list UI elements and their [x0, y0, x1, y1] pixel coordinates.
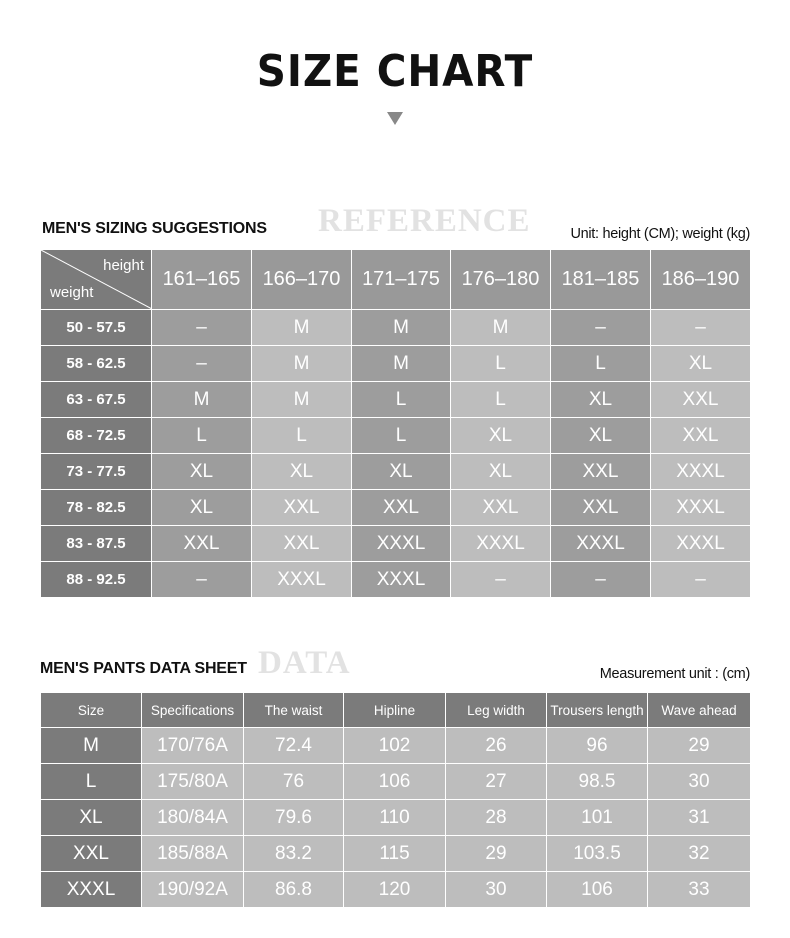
sizing-row: [41, 454, 751, 490]
pants-header: The waist: [244, 693, 344, 728]
pants-value-cell: 185/88A: [142, 836, 244, 872]
pants-row: [41, 728, 751, 764]
pants-row: [41, 764, 751, 800]
size-cell: XL: [352, 454, 451, 490]
corner-height-label: height: [103, 257, 144, 274]
size-cell: L: [451, 382, 551, 418]
sizing-row: [41, 418, 751, 454]
size-cell: XXXL: [551, 526, 651, 562]
size-cell: XXL: [651, 382, 751, 418]
size-cell: XL: [252, 454, 352, 490]
size-cell: –: [651, 310, 751, 346]
pants-value-cell: 110: [344, 800, 446, 836]
size-cell: XXL: [252, 490, 352, 526]
pants-value-cell: 101: [547, 800, 648, 836]
weight-label: 58 - 62.5: [41, 346, 152, 382]
sizing-section-title: MEN'S SIZING SUGGESTIONS: [42, 220, 267, 237]
pants-size-cell: M: [41, 728, 142, 764]
size-cell: XXXL: [451, 526, 551, 562]
height-header: 171–175: [352, 250, 451, 310]
triangle-down-icon: [387, 112, 403, 125]
pants-value-cell: 96: [547, 728, 648, 764]
size-cell: XXL: [352, 490, 451, 526]
pants-value-cell: 28: [446, 800, 547, 836]
size-cell: M: [252, 346, 352, 382]
size-cell: L: [152, 418, 252, 454]
pants-value-cell: 120: [344, 872, 446, 908]
sizing-unit-note: Unit: height (CM); weight (kg): [570, 226, 750, 242]
pants-row: [41, 800, 751, 836]
size-cell: XL: [551, 418, 651, 454]
size-cell: L: [451, 346, 551, 382]
sizing-header-row: [41, 250, 751, 310]
size-cell: M: [252, 382, 352, 418]
pants-value-cell: 103.5: [547, 836, 648, 872]
size-cell: XL: [451, 454, 551, 490]
height-header: 161–165: [152, 250, 252, 310]
pants-header: Size: [41, 693, 142, 728]
weight-label: 50 - 57.5: [41, 310, 152, 346]
size-cell: XXXL: [651, 490, 751, 526]
pants-header-row: [41, 693, 751, 728]
size-cell: –: [152, 310, 252, 346]
size-cell: –: [651, 562, 751, 598]
pants-table: [40, 692, 751, 908]
pants-value-cell: 102: [344, 728, 446, 764]
size-cell: –: [551, 310, 651, 346]
pants-value-cell: 26: [446, 728, 547, 764]
pants-header: Trousers length: [547, 693, 648, 728]
size-cell: XXL: [551, 490, 651, 526]
watermark-data: DATA: [258, 645, 351, 681]
pants-value-cell: 30: [648, 764, 751, 800]
pants-value-cell: 27: [446, 764, 547, 800]
pants-value-cell: 31: [648, 800, 751, 836]
weight-label: 73 - 77.5: [41, 454, 152, 490]
height-header: 186–190: [651, 250, 751, 310]
size-cell: M: [252, 310, 352, 346]
size-cell: XXL: [152, 526, 252, 562]
pants-value-cell: 79.6: [244, 800, 344, 836]
pants-value-cell: 170/76A: [142, 728, 244, 764]
pants-value-cell: 175/80A: [142, 764, 244, 800]
height-header: 166–170: [252, 250, 352, 310]
pants-value-cell: 33: [648, 872, 751, 908]
height-header: 181–185: [551, 250, 651, 310]
pants-header: Specifications: [142, 693, 244, 728]
watermark-reference: REFERENCE: [318, 203, 531, 239]
size-cell: XXXL: [651, 454, 751, 490]
sizing-table: [40, 249, 751, 598]
pants-table-body: [41, 728, 751, 908]
pants-value-cell: 86.8: [244, 872, 344, 908]
weight-label: 83 - 87.5: [41, 526, 152, 562]
pants-value-cell: 72.4: [244, 728, 344, 764]
size-cell: M: [352, 310, 451, 346]
pants-row: [41, 872, 751, 908]
size-cell: XXL: [252, 526, 352, 562]
size-cell: XL: [651, 346, 751, 382]
weight-label: 68 - 72.5: [41, 418, 152, 454]
pants-unit-note: Measurement unit : (cm): [599, 666, 750, 682]
sizing-row: [41, 490, 751, 526]
pants-value-cell: 98.5: [547, 764, 648, 800]
page-title: SIZE CHART: [256, 46, 534, 97]
size-cell: XL: [152, 490, 252, 526]
size-cell: XXXL: [352, 562, 451, 598]
size-cell: L: [352, 382, 451, 418]
size-cell: L: [252, 418, 352, 454]
weight-label: 63 - 67.5: [41, 382, 152, 418]
pants-size-cell: L: [41, 764, 142, 800]
pants-value-cell: 30: [446, 872, 547, 908]
pants-value-cell: 32: [648, 836, 751, 872]
sizing-row: [41, 526, 751, 562]
weight-label: 88 - 92.5: [41, 562, 152, 598]
pants-value-cell: 106: [344, 764, 446, 800]
pants-header: Wave ahead: [648, 693, 751, 728]
sizing-corner-cell: [41, 250, 152, 310]
size-cell: L: [352, 418, 451, 454]
size-cell: XL: [152, 454, 252, 490]
pants-value-cell: 29: [446, 836, 547, 872]
size-cell: XL: [451, 418, 551, 454]
size-cell: L: [551, 346, 651, 382]
height-header: 176–180: [451, 250, 551, 310]
sizing-table-body: [41, 310, 751, 598]
size-cell: –: [152, 562, 252, 598]
pants-value-cell: 180/84A: [142, 800, 244, 836]
size-cell: –: [451, 562, 551, 598]
pants-size-cell: XXXL: [41, 872, 142, 908]
weight-label: 78 - 82.5: [41, 490, 152, 526]
pants-value-cell: 190/92A: [142, 872, 244, 908]
pants-section-title: MEN'S PANTS DATA SHEET: [40, 660, 247, 677]
size-cell: XXXL: [352, 526, 451, 562]
pants-value-cell: 29: [648, 728, 751, 764]
sizing-row: [41, 346, 751, 382]
size-cell: M: [352, 346, 451, 382]
pants-value-cell: 76: [244, 764, 344, 800]
pants-value-cell: 83.2: [244, 836, 344, 872]
sizing-row: [41, 382, 751, 418]
pants-size-cell: XL: [41, 800, 142, 836]
size-cell: XXL: [551, 454, 651, 490]
pants-header: Hipline: [344, 693, 446, 728]
size-cell: M: [152, 382, 252, 418]
size-cell: XXL: [451, 490, 551, 526]
pants-row: [41, 836, 751, 872]
size-cell: XXL: [651, 418, 751, 454]
size-cell: M: [451, 310, 551, 346]
pants-header: Leg width: [446, 693, 547, 728]
size-cell: –: [551, 562, 651, 598]
pants-size-cell: XXL: [41, 836, 142, 872]
size-cell: –: [152, 346, 252, 382]
size-cell: XXXL: [651, 526, 751, 562]
sizing-row: [41, 310, 751, 346]
size-cell: XL: [551, 382, 651, 418]
pants-value-cell: 106: [547, 872, 648, 908]
sizing-row: [41, 562, 751, 598]
size-cell: XXXL: [252, 562, 352, 598]
corner-weight-label: weight: [50, 284, 94, 301]
pants-value-cell: 115: [344, 836, 446, 872]
